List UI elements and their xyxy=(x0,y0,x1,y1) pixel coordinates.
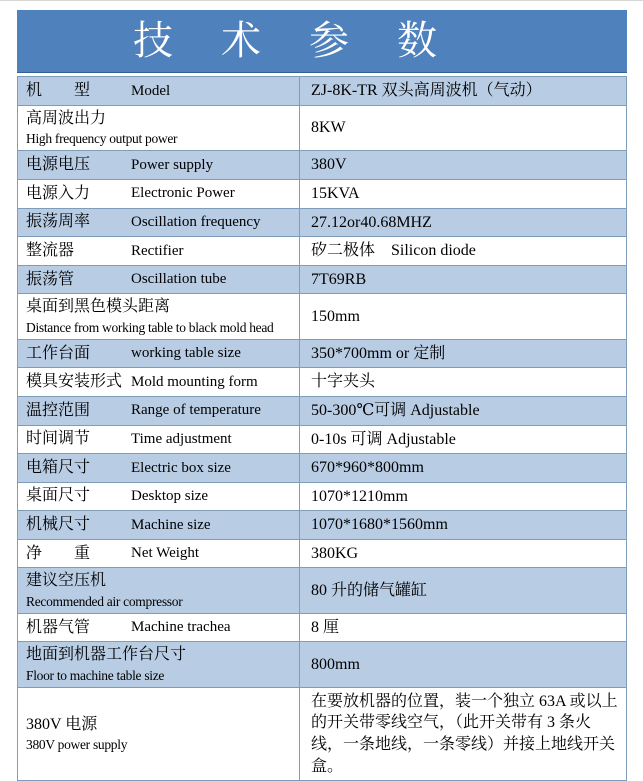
label-cn: 桌面尺寸 xyxy=(26,487,91,505)
table-row xyxy=(18,105,626,150)
table-row xyxy=(18,208,626,237)
value-text: 150mm xyxy=(311,307,360,325)
table-row xyxy=(18,482,626,511)
table-row xyxy=(18,265,626,294)
label-cn: 地面到机器工作台尺寸 xyxy=(26,646,187,664)
spec-table-body xyxy=(18,77,626,780)
value-text: 1070*1680*1560mm xyxy=(311,516,448,534)
value-text: 350*700mm or 定制 xyxy=(311,344,446,362)
label-en: Machine size xyxy=(131,516,211,533)
value-cell xyxy=(300,77,626,105)
value-cell xyxy=(300,151,626,179)
label-en: High frequency output power xyxy=(26,131,178,147)
label-en: Electronic Power xyxy=(131,185,235,202)
label-cell xyxy=(18,180,300,208)
value-text: 380KG xyxy=(311,544,359,562)
table-row xyxy=(18,339,626,368)
label-cell xyxy=(18,397,300,425)
label-cell xyxy=(18,426,300,454)
table-row xyxy=(18,539,626,568)
label-en: Electric box size xyxy=(131,459,231,476)
value-cell xyxy=(300,368,626,396)
label-cn: 电箱尺寸 xyxy=(26,458,91,476)
table-row xyxy=(18,77,626,105)
label-cn: 380V 电源 xyxy=(26,715,98,733)
label-cell xyxy=(18,454,300,482)
label-cell xyxy=(18,511,300,539)
label-en: Range of temperature xyxy=(131,402,261,419)
label-cell xyxy=(18,151,300,179)
label-en: Net Weight xyxy=(131,545,200,562)
label-cn: 电源入力 xyxy=(26,184,91,202)
value-cell xyxy=(300,209,626,237)
label-cn: 振荡管 xyxy=(26,270,75,288)
label-cell xyxy=(18,77,300,105)
table-row xyxy=(18,567,626,612)
label-cn: 机械尺寸 xyxy=(26,516,91,534)
value-text: 670*960*800mm xyxy=(311,459,424,477)
label-en: Rectifier xyxy=(131,242,184,259)
value-cell xyxy=(300,294,626,338)
label-cn: 时间调节 xyxy=(26,430,91,448)
label-cn: 振荡周率 xyxy=(26,213,91,231)
label-cn: 整流器 xyxy=(26,241,75,259)
label-cn: 高周波出力 xyxy=(26,110,107,127)
value-cell xyxy=(300,540,626,568)
value-cell xyxy=(300,483,626,511)
label-cell xyxy=(18,614,300,642)
label-cn: 净 重 xyxy=(26,544,91,562)
label-cn: 机 型 xyxy=(26,82,91,99)
value-text: 50-300℃可调 Adjustable xyxy=(311,401,480,419)
label-en: Power supply xyxy=(131,156,214,173)
label-en: Floor to machine table size xyxy=(26,667,165,683)
value-cell xyxy=(300,568,626,612)
value-cell xyxy=(300,426,626,454)
label-cn: 电源电压 xyxy=(26,156,91,174)
value-text: ZJ-8K-TR 双头高周波机（气动） xyxy=(311,82,542,100)
label-cn: 模具安装形式 xyxy=(26,373,123,391)
label-en: Mold mounting form xyxy=(131,373,258,390)
value-text: 1070*1210mm xyxy=(311,487,408,505)
label-cell xyxy=(18,106,300,150)
label-cell xyxy=(18,368,300,396)
label-cell xyxy=(18,266,300,294)
table-row xyxy=(18,396,626,425)
label-en: Desktop size xyxy=(131,488,209,505)
value-text: 7T69RB xyxy=(311,270,367,288)
label-cn: 工作台面 xyxy=(26,344,91,362)
table-row xyxy=(18,236,626,265)
label-cell xyxy=(18,340,300,368)
label-cell xyxy=(18,540,300,568)
value-text: 矽二极体 Silicon diode xyxy=(311,242,476,260)
label-cn: 建议空压机 xyxy=(26,572,107,590)
table-row xyxy=(18,179,626,208)
label-en: Oscillation tube xyxy=(131,271,227,288)
label-cell xyxy=(18,483,300,511)
label-en: Time adjustment xyxy=(131,430,232,447)
label-cn: 机器气管 xyxy=(26,618,91,636)
table-row xyxy=(18,453,626,482)
label-cell xyxy=(18,568,300,612)
value-text: 0-10s 可调 Adjustable xyxy=(311,430,456,448)
label-en: Machine trachea xyxy=(131,619,231,636)
value-text: 8 厘 xyxy=(311,618,340,636)
table-row xyxy=(18,613,626,642)
value-text: 15KVA xyxy=(311,184,360,202)
value-cell xyxy=(300,180,626,208)
label-cell xyxy=(18,237,300,265)
value-text: 27.12or40.68MHZ xyxy=(311,213,432,231)
table-row xyxy=(18,367,626,396)
table-row xyxy=(18,425,626,454)
spec-table xyxy=(17,76,627,781)
label-en: Distance from working table to black mold head xyxy=(26,319,274,335)
label-en: 380V power supply xyxy=(26,737,128,752)
value-text: 在要放机器的位置，装一个独立 63A 或以上的开关带零线空气，（此开关带有 3 条火线，一条地线，一条零线）并接上地线开关盒。 xyxy=(311,692,618,775)
value-cell xyxy=(300,454,626,482)
value-text: 380V xyxy=(311,156,347,174)
label-cell xyxy=(18,209,300,237)
value-cell xyxy=(300,266,626,294)
label-en: Recommended air compressor xyxy=(26,593,183,609)
value-cell xyxy=(300,614,626,642)
top-hairline xyxy=(0,0,643,1)
value-text: 十字夹头 xyxy=(311,373,376,391)
value-text: 8KW xyxy=(311,119,346,137)
value-cell xyxy=(300,397,626,425)
table-row xyxy=(18,510,626,539)
value-cell xyxy=(300,106,626,150)
value-text: 80 升的储气罐缸 xyxy=(311,581,428,599)
label-cell xyxy=(18,294,300,338)
value-text: 800mm xyxy=(311,655,360,673)
table-row xyxy=(18,641,626,686)
label-cn: 温控范围 xyxy=(26,401,91,419)
label-cn: 桌面到黑色模头距离 xyxy=(26,298,171,316)
value-cell xyxy=(300,237,626,265)
table-title-bar xyxy=(17,10,627,73)
value-cell xyxy=(300,340,626,368)
label-en: Oscillation frequency xyxy=(131,213,261,230)
label-en: Model xyxy=(131,82,171,99)
table-row xyxy=(18,150,626,179)
value-cell xyxy=(300,642,626,686)
table-row xyxy=(18,687,626,780)
label-cell xyxy=(18,688,300,780)
table-row xyxy=(18,293,626,338)
label-cell xyxy=(18,642,300,686)
page-title: 技 术 参 数 xyxy=(133,18,441,63)
label-en: working table size xyxy=(131,345,241,362)
value-cell xyxy=(300,511,626,539)
value-cell xyxy=(300,688,626,780)
